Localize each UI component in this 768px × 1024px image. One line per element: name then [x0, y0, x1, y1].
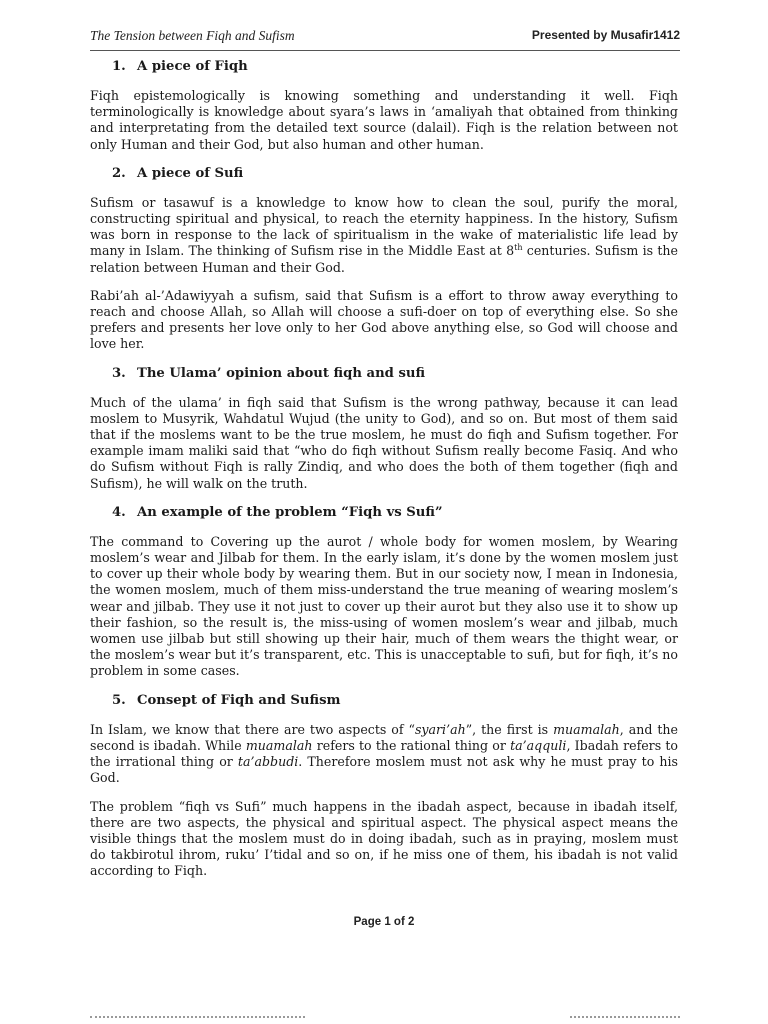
- paragraph-text: In Islam, we know that there are two aspects of “: [90, 721, 415, 737]
- paragraph-text: Much of the ulama’ in fiqh said that Sufism is the wrong pathway, because it can lead moslem to Musyrik, Wahdatul Wujud (the unity to God), and so on. But most of them said that if the moslems want to be the true moslem, he must do fiqh and Sufism together. For example imam maliki said that “who do fiqh without Sufism really become Fasiq. And who do Sufism without Fiqh is rally Zindiq, and who does the both of them together (fiqh and Sufism), he will walk on the truth.: [90, 394, 678, 491]
- paragraph-text: Rabi’ah al-’Adawiyyah a sufism, said that Sufism is a effort to throw away everything to reach and choose Allah, so Allah will choose a sufi-doer on top of everything else. So she prefers and presents her love only to her God above anything else, so God will choose and love her.: [90, 287, 678, 352]
- paragraph-text: , Ibadah refers to the irrational thing or: [90, 737, 679, 770]
- next-page-edge: [90, 1016, 680, 1024]
- paragraph-text: , and the second is ibadah. While: [90, 721, 678, 753]
- body-paragraph: [90, 395, 678, 492]
- presenter-credit: Presented by Musafir1412: [531, 28, 680, 42]
- body-paragraph: [90, 288, 678, 353]
- next-page-presenter-fragment: [570, 1016, 680, 1020]
- body-paragraph: [90, 722, 678, 787]
- italic-term: ta’aqquli: [510, 737, 567, 753]
- page-header: [90, 26, 680, 51]
- section-title: A piece of Sufi: [137, 165, 244, 181]
- italic-term: muamalah: [553, 721, 620, 737]
- italic-term: ta’abbudi: [237, 754, 299, 770]
- section-title: Consept of Fiqh and Sufism: [137, 692, 341, 708]
- paragraph-text: Sufism or tasawuf is a knowledge to know how to clean the soul, purify the moral, constructing spiritual and physical, to reach the eternity happiness. In the history, Sufism was born in response to the lack of spiritualism in the wake of materialistic life lead by many in Islam. The thinking of Sufism rise in the Middle East at 8: [90, 194, 678, 259]
- paragraph-text: . Therefore moslem must not ask why he must pray to his God.: [90, 754, 678, 786]
- section-number: 1.: [112, 59, 126, 74]
- document-title: The Tension between Fiqh and Sufism: [90, 28, 295, 43]
- section-title: An example of the problem “Fiqh vs Sufi”: [137, 504, 443, 520]
- paragraph-text: The command to Covering up the aurot / whole body for women moslem, by Wearing moslem’s wear and Jilbab for them. In the early islam, it’s done by the women moslem just to cover up their whole body by wearing them. But in our society now, I mean in Indonesia, the women moslem, much of them miss-understand the true meaning of wearing moslem’s wear and jilbab. They use it not just to cover up their aurot but they also use it to show up their fashion, so the result is, the miss-using of women moslem’s wear and jilbab, much women use jilbab but still showing up their hair, much of them wears the thight wear, or the moslem’s wear but it’s transparent, etc. This is unacceptable to sufi, but for fiqh, it’s no problem in some cases.: [90, 533, 678, 679]
- italic-term: muamalah: [245, 737, 313, 753]
- section-heading: [112, 58, 678, 76]
- paragraph-text: ”, the first is: [465, 721, 554, 737]
- next-page-header-fragment: [90, 1016, 305, 1020]
- body-paragraph: [90, 195, 678, 276]
- paragraph-text: Fiqh epistemologically is knowing something and understanding it well. Fiqh terminologically is knowledge about syara’s laws in ‘amaliyah that obtained from thinking and interpretating from the detailed text source (dalail). Fiqh is the relation between not only Human and their God, but also human and other human.: [90, 88, 678, 152]
- superscript-text: th: [514, 243, 523, 253]
- section-number: 2.: [112, 165, 126, 181]
- section-number: 4.: [112, 504, 126, 520]
- section-heading: [112, 365, 678, 383]
- body-paragraph: [90, 799, 678, 880]
- section-number: 3.: [112, 365, 126, 381]
- section-title: A piece of Fiqh: [137, 59, 248, 74]
- body-paragraph: [90, 88, 678, 153]
- paragraph-text: centuries. Sufism is the relation between Human and their God.: [90, 243, 678, 275]
- paragraph-text: The problem “fiqh vs Sufi” much happens in the ibadah aspect, because in ibadah itself, there are two aspects, the physical and spiritual aspect. The physical aspect means the visible things that the moslem must do in doing ibadah, such as in praying, moslem must do takbirotul ihrom, ruku’ I’tidal and so on, if he miss one of them, his ibadah is not valid according to Fiqh.: [90, 798, 678, 879]
- section-number: 5.: [112, 692, 126, 708]
- page-number: Page 1 of 2: [353, 916, 415, 928]
- italic-term: syari’ah: [414, 721, 466, 737]
- section-heading: [112, 504, 678, 522]
- paragraph-text: refers to the rational thing or: [312, 737, 511, 753]
- body-paragraph: [90, 534, 678, 680]
- document-body: [90, 58, 678, 892]
- section-title: The Ulama’ opinion about fiqh and sufi: [137, 365, 426, 381]
- section-heading: [112, 165, 678, 183]
- section-heading: [112, 692, 678, 710]
